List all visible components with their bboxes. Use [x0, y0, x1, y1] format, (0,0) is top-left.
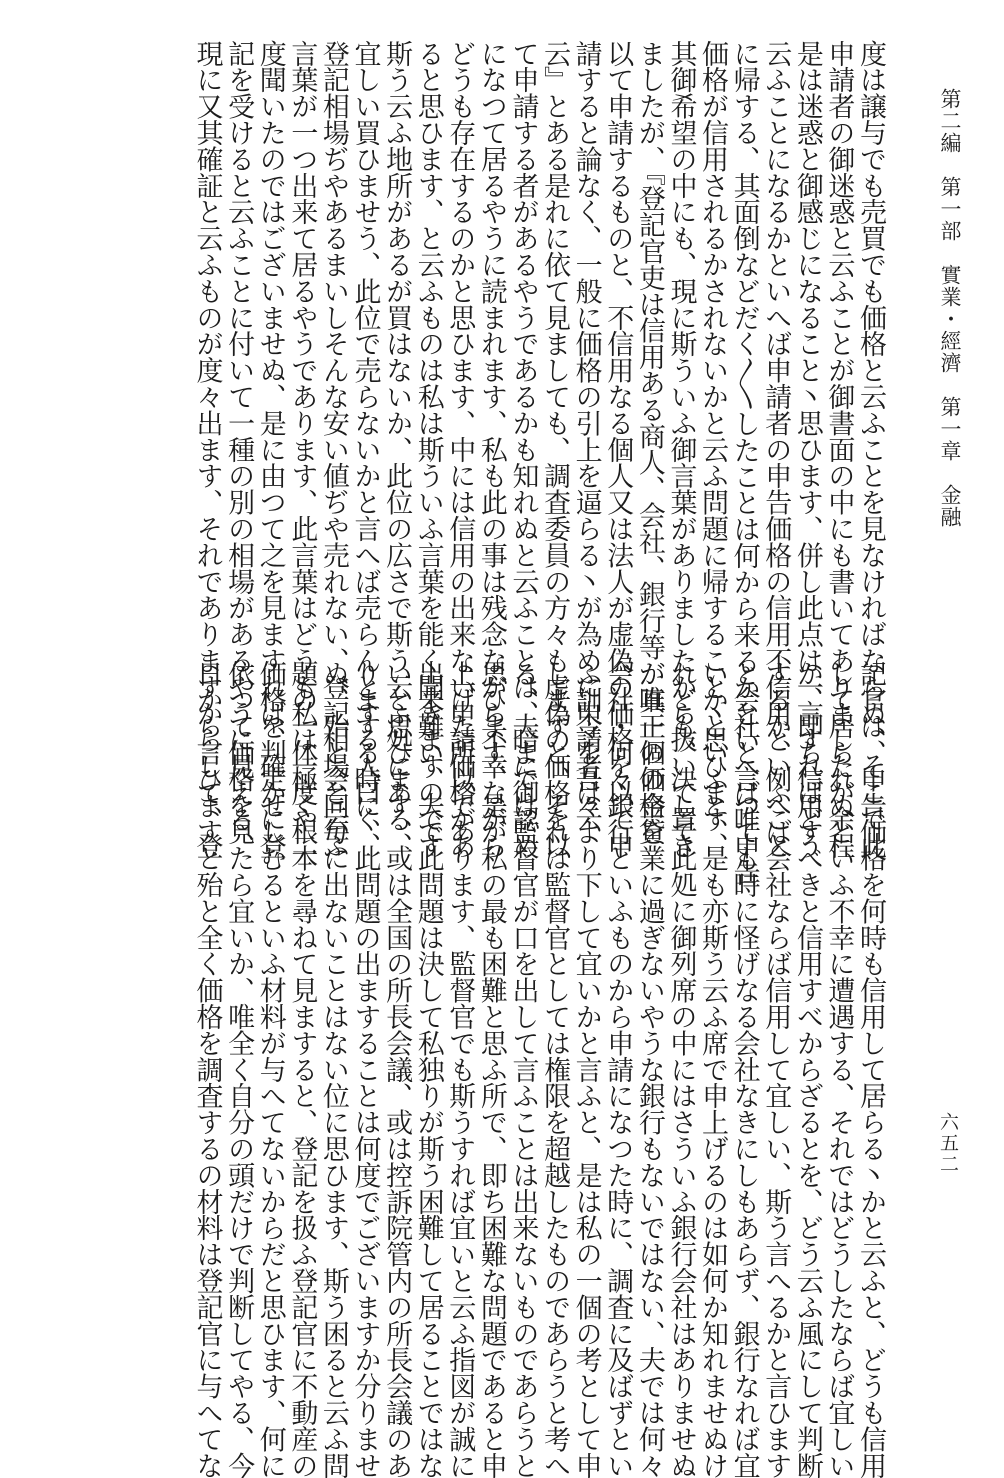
text-line: 出来難い、夫で此問題は決して私独りが斯う困難して居ることではな — [412, 660, 444, 1478]
page-number: 六五二 — [937, 1112, 959, 1175]
text-line: 記を受けると云ふことに付いて一種の別の相場があるやうに見える、 — [223, 40, 255, 859]
text-line: 是は迷惑と御感じになること丶思ひます、併し此点は一言すればどう — [791, 40, 823, 859]
text-line: ぬ、殆と会同毎に出ないことはない位に思ひます、斯う困ると云ふ問 — [317, 660, 349, 1478]
text-line: 価格が信用されるかされないかと云ふ問題に帰すること丶思ひます、 — [697, 40, 729, 859]
text-line: て申請する者があるやうであるかも知れぬと云ふことは、暗に御認め — [507, 40, 539, 859]
text-line: 度聞いたのではございませぬ、是に由つて之を見ますれば、確かに登 — [254, 40, 286, 859]
text-line: る、夫までは監督官が口を出して言ふことは出来ないものであらうと — [507, 660, 539, 1478]
text-line: 題の一体極く根本を尋ねて見ますると、登記を扱ふ登記官に不動産の — [286, 660, 318, 1478]
text-line: 云』とある是れに依て見ましても、調査委員の方々も虚偽の価格を以 — [539, 40, 571, 859]
text-line: 云ふことになるかといへば申請者の申告価格の信用不信用といふこと — [760, 40, 792, 859]
text-line: か、即ち信用すべきと信用すべからざるとを、どう云ふ風にして判断 — [791, 660, 823, 1478]
text-line: しますと、それは監督官としては権限を超越したものであらうと考へ — [539, 660, 571, 1478]
text-line: 登記相場ぢやあるまいしそんな安い値ぢや売れない、登記相場と云ふ — [317, 40, 349, 859]
text-line: ましたが、『登記官吏は信用ある商人、会社、銀行等が真正の価格を — [633, 40, 665, 845]
text-line: 請すると論なく、一般に価格の引上を逼らる丶が為めに申請者は云 — [570, 40, 602, 833]
text-line: 日から言ひますと殆と全く価格を調査するの材料は登記官に与へてな — [191, 660, 223, 1478]
text-line: 会社・何々銀行といふものから申請になつた時に、調査に及ばずとい — [602, 660, 634, 1478]
text-line: になつて居るやうに読まれます、私も此の事は残念ながら不幸ながら — [475, 40, 507, 859]
text-line: 上げた所以であります、監督官でも斯うすれば宜いと云ふ指図が誠に — [444, 660, 476, 1478]
text-line: 記官は、申告価格を何時も信用して居らる丶かと云ふと、どうも信用 — [855, 660, 886, 1478]
text-line: いと思ひます、或は全国の所長会議、或は控訴院管内の所長会議のあ — [381, 660, 413, 1478]
text-line: いかといふと、是も亦斯う云ふ席で申上げるのは如何か知れませぬけ — [697, 660, 729, 1478]
text-line: 度は譲与でも売買でも価格と云ふことを見なければならぬ、そこで此 — [855, 40, 886, 859]
text-line: ふ訓令を吾々より下して宜いかと言ふと、是は私の一個の考として申 — [570, 660, 602, 1478]
text-line: 斯う云ふ地所があるが買はないか、此位の広さで斯う云ふ処にある、 — [381, 40, 413, 859]
text-line: 言葉が一つ出来て居るやうであります、此言葉はどうも私は一度や二 — [286, 40, 318, 859]
text-line: りまする時に、此問題の出ますることは何度でございますか分りませ — [349, 660, 381, 1478]
text-line: 思ひます、是が私の最も困難と思ふ所で、即ち困難な問題であると申 — [475, 660, 507, 1478]
text-line: 其御希望の中にも、現に斯ういふ御言葉がありましたから抜いて置き — [665, 40, 697, 859]
text-line: 申請者の御迷惑と云ふことが御書面の中にも書いてありましたが余程 — [823, 40, 855, 859]
text-line: 価格を判定せしむるといふ材料が与へてないからだと思ひます、何に — [254, 660, 286, 1478]
text-line: どうも存在するのかと思ひます、中には信用の出来ない申請価格があ — [444, 40, 476, 859]
text-line: して居られぬといふ不幸に遭遇する、それではどうしたならば宜しい — [823, 660, 855, 1478]
text-line: するか、例へば会社ならば信用して宜しい、斯う言へるかと言ひます — [760, 660, 792, 1478]
text-line: 現に又其確証と云ふものが度々出ます、それでありますからして、登 — [191, 40, 223, 859]
text-line: れども、決して此処に御列席の中にはさういふ銀行会社はありませぬ — [665, 660, 697, 1478]
running-head: 第二編 第一部 實業・經濟 第一章 金融 — [938, 88, 962, 528]
upper-text-block — [191, 40, 886, 886]
text-line: 依つて価格を見たら宜いか、唯全く自分の頭だけで判断してやる、今 — [223, 660, 255, 1478]
text-line: 以て申請するものと、不信用なる個人又は法人が虚偽の価格を以て申 — [602, 40, 634, 859]
lower-text-block — [191, 660, 886, 1478]
text-line: に帰する、其面倒などだく〳〵したことは何から来るかといへば唯申告 — [728, 40, 760, 886]
text-line: ると思ひます、と云ふものは私は斯ういふ言葉を能く聞きますのです — [412, 40, 444, 859]
text-line: が唯一個の金貸業に過ぎないやうな銀行もないではない、夫では何々 — [633, 660, 665, 1478]
text-line: と会社と言つても時に怪げなる会社なきにしもあらず、銀行なれば宜 — [728, 660, 760, 1478]
text-line: 宜しい買ひませう、此位で売らないかと言へば売らんとする人曰く、 — [349, 40, 381, 859]
